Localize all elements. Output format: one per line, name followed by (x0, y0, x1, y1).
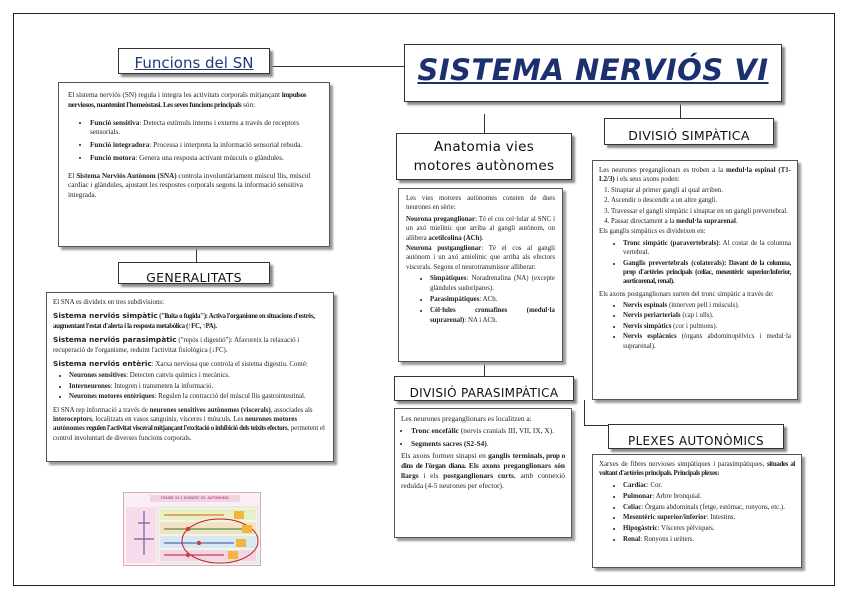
list-item: • Interneurones: Integren i transmeten la informació. (69, 382, 327, 391)
main-title-box (404, 44, 782, 102)
list-item: 3. Travessar el gangli simpàtic i sinaptar en un gangli prevertebral. (611, 207, 791, 216)
simpatica-axons-intro: Els axons postganglionars surten del tronc simpàtic a través de: (599, 290, 774, 298)
funcions-title: Funcions del SN (134, 54, 254, 72)
list-item: • Cardíac: Cor. (623, 481, 795, 490)
list-item: • Nervis periarterials (cap i ulls). (623, 311, 791, 320)
connector-title-simpatica (680, 104, 681, 118)
list-item: • Nervis espinals (innerven pell i músculs). (623, 301, 791, 310)
anatomia-box (398, 188, 563, 362)
figure-heading: FIGURE 15.1 SOMATIC VS. AUTONOMIC (150, 495, 240, 502)
list-item: • Neurones motores entèriques: Regulen la contracció del múscul llis gastrointestinal. (69, 392, 327, 401)
list-item: • Celíac: Òrgans abdominals (fetge, estómac, ronyons, etc.). (623, 503, 795, 512)
generalitats-intro: El SNA es divideix en tres subdivisions: (53, 299, 165, 306)
parasimpatica-list (411, 426, 565, 449)
plexes-intro: Xarxes de fibres nervioses simpàtiques i parasimpàtiques, situades al voltant d'artèries principals. Principals plexes: (599, 461, 795, 478)
list-item: • Segments sacres (S2-S4). (411, 439, 565, 449)
parasimpatica-title: DIVISIÓ PARASIMPÀTICA (409, 386, 559, 400)
generalitats-title: GENERALITATS (146, 270, 242, 285)
list-item: • Nervis simpàtics (cor i pulmons). (623, 322, 791, 331)
list-item: • Tronc simpàtic (paravertebrals): Al costat de la columna vertebral. (623, 239, 791, 258)
connector-anatomia-parasimpatica (484, 362, 485, 376)
list-item: • Ganglis prevertebrals (colaterals): Davant de la columna, prop d'artèries principals (celíac, mesentèric superior/inferior, aorticorenal, renal). (623, 259, 791, 287)
generalitats-simpatic: Sistema nerviós simpàtic ("lluita o fugida"): Activa l'organisme en situacions d'estrès, augmentant l'estat d'alerta i la resposta metabòlica (↑FC, ↑PA). (53, 311, 315, 330)
generalitats-title-box (118, 262, 270, 284)
anatomia-intro: Les vies motores autònomes consten de dues neurones en sèrie: (406, 195, 555, 212)
parasimpatica-title-box (394, 376, 574, 401)
somatic-autonomic-figure (123, 492, 261, 566)
simpatica-title: DIVISIÓ SIMPÀTICA (628, 128, 750, 143)
parasimpatica-box (394, 408, 572, 538)
connector-funcions-title (268, 66, 406, 67)
funcions-closing: El Sistema Nerviós Autònom (SNA) controla involuntàriament múscul llis, múscul cardíac i glàndules, ajustant les respostes corporals segons la informació sensitiva integrada. (68, 171, 311, 200)
generalitats-closing: El SNA rep informació a través de neurones sensitives autònomes (viscerals), associades als interoceptors, localitzats en vasos sanguinis, vísceres i músculs. Les neurones motores autònomes regulen l'activitat visceral mitjançant l'excitació o inhibició dels teixits efectors, permetent el control involuntari de diverses funcions corporals. (53, 406, 325, 442)
list-item: • Pulmonar: Arbre bronquial. (623, 492, 795, 501)
parasimpatica-closing: Els axons formen sinapsi en ganglis terminals, prop o dins de l'òrgan diana. Els axons preganglionars són llargs i els postganglionars curts, amb connexió reduïda (4-5 neurones per efector). (401, 451, 565, 491)
generalitats-enteric: Sistema nerviós entèric: Xarxa nerviosa que controla el sistema digestiu. Conté: (53, 358, 308, 368)
funcions-list (90, 119, 320, 164)
enteric-list (69, 371, 327, 401)
list-item: • Cèl·lules cromafines (medul·la suprarenal): NA i ACh. (430, 306, 555, 325)
simpatica-ganglis-intro: Els ganglis simpàtics es divideixen en: (599, 228, 706, 236)
anatomia-title-box (396, 133, 572, 180)
simpatica-ganglis (623, 239, 791, 287)
list-item: 1. Sinaptar al primer gangli al qual arriben. (611, 186, 791, 195)
figure-diagram (124, 493, 262, 567)
generalitats-parasimpatic: Sistema nerviós parasimpàtic ("repòs i digestió"): Afavoreix la relaxació i recuperació de l'organisme, reduint l'activitat fisiològica (↓FC). (53, 335, 300, 354)
plexes-box (592, 454, 802, 568)
list-item: 4. Passar directament a la medul·la suprarenal. (611, 217, 791, 226)
list-item: • Mesentèric superior/inferior: Intestins. (623, 513, 795, 522)
simpatica-intro: Les neurones preganglionars es troben a la medul·la espinal (T1-L2/3) i els seus axons poden: (599, 167, 791, 184)
anatomia-title-line2: motores autònomes (413, 158, 555, 174)
funcions-title-box (118, 48, 270, 74)
list-item: • Renal: Ronyons i urèters. (623, 535, 795, 544)
plexes-title-box (608, 424, 784, 449)
generalitats-box (46, 292, 334, 462)
anatomia-title-line1: Anatomia vies (433, 139, 535, 155)
list-item: • Funció sensitiva: Detecta estímuls interns i externs a través de receptors sensorials. (90, 119, 320, 139)
anatomia-list (430, 274, 555, 325)
plexes-list (623, 481, 795, 545)
list-item: • Simpàtiques: Noradrenalina (NA) (excepte glàndules sudorípares). (430, 274, 555, 293)
list-item: • Parasimpàtiques: ACh. (430, 295, 555, 304)
simpatica-title-box (604, 118, 774, 145)
anatomia-post: Neurona postganglionar: Té el cos al gangli autònom i un axó amielínic que arriba als efectors viscerals. Segons el neurotransmissor alliberat: (406, 244, 555, 271)
simpatica-nervis (623, 301, 791, 351)
simpatica-steps (611, 186, 791, 227)
parasimpatica-intro: Les neurones preganglionars es localitzen a: (401, 414, 532, 423)
list-item: • Hipogàstric: Vísceres pèlviques. (623, 524, 795, 533)
connector-simpatica-plexes (584, 425, 608, 426)
funcions-box (58, 82, 330, 247)
list-item: • Funció integradora: Processa i interpreta la informació sensorial rebuda. (90, 141, 320, 151)
simpatica-box (592, 160, 798, 400)
funcions-intro: El sistema nerviós (SN) regula i integra les activitats corporals mitjançant impulsos nerviosos, mantenint l'homeòstasi. Les seves funcions principals són: (68, 91, 307, 109)
connector-simpatica-plexes-vert (584, 400, 585, 426)
page-title: SISTEMA NERVIÓS VI (417, 53, 769, 87)
plexes-title: PLEXES AUTONÒMICS (628, 434, 764, 448)
list-item: • Funció motora: Genera una resposta activant músculs o glàndules. (90, 154, 320, 164)
connector-title-anatomia (484, 114, 485, 133)
anatomia-pre: Neurona preganglionar: Té el cos cel·lular al SNC i un axó mielínic que arriba al gangli autònom, on allibera acetilcolina (ACh). (406, 215, 555, 242)
list-item: • Neurones sensitives: Detecten canvis químics i mecànics. (69, 371, 327, 380)
list-item: 2. Ascendir o descendir a un altre gangli. (611, 196, 791, 205)
list-item: • Nervis esplàcnics (òrgans abdominopèlvics i medul·la suprarenal). (623, 332, 791, 351)
list-item: • Tronc encefàlic (nervis cranials III, VII, IX, X). (411, 426, 565, 436)
